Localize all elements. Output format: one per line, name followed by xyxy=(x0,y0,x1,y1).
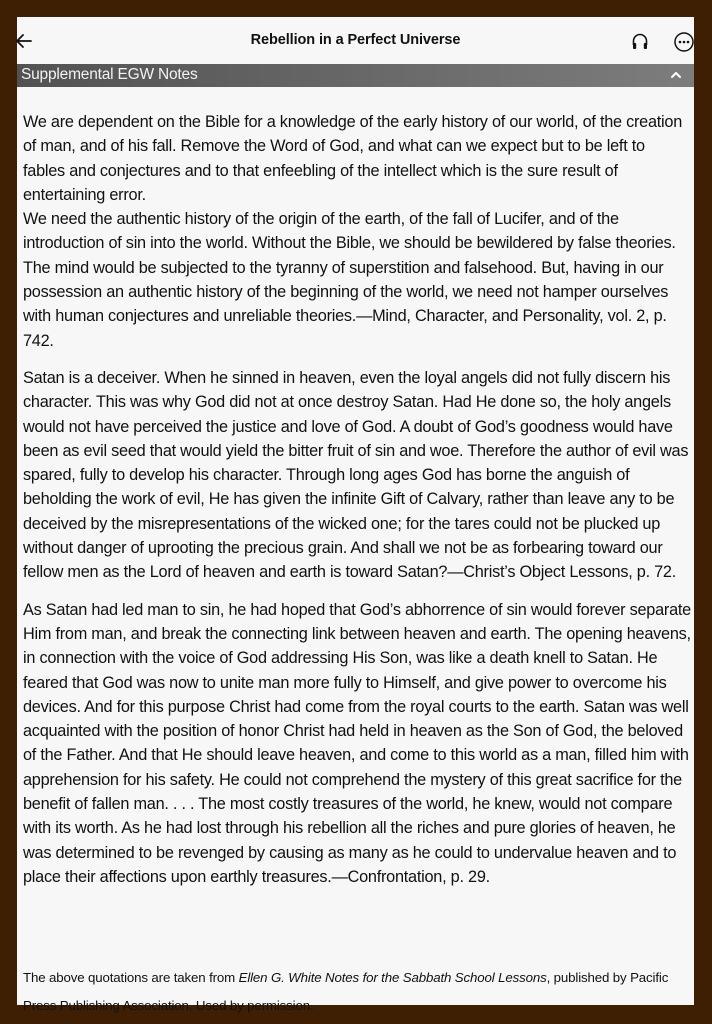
footer-book-title: Ellen G. White Notes for the Sabbath School Lessons xyxy=(238,970,547,985)
paragraph: We are dependent on the Bible for a knowledge of the early history of our world, of the creation of man, and of his fall. Remove the Word of God, and what can we expect but to be left to fables and conjectures and to that enfeebling of the intellect which is the sure result of entertaining error. xyxy=(23,113,683,204)
paragraph: As Satan had led man to sin, he had hoped that God’s abhorrence of sin would forever separate Him from man, and break the connecting link between heaven and earth. The opening heavens, in connection with the voice of God addressing His Son, was like a death knell to Satan. He feared that God was now to unite man more fully to Himself, and give power to overcome his devices. And for this purpose Christ had come from the royal courts to the earth. Satan was well acquainted with the position of honor Christ had held in heaven as the Son of God, the beloved of the Father. And that He should leave heaven, and come to this world as a man, filled him with apprehension for his safety. He could not comprehend the mystery of this great sacrifice for the benefit of fallen man. . . . The most costly treasures of the world, he knew, would not compare with its worth. As he had lost through his rebellion all the riches and pure glories of heaven, he was determined to be revenged by causing as many as he could to undervalue heaven and to place their affections upon earthly treasures.—Confrontation, p. 29. xyxy=(23,600,691,886)
section-header-toggle[interactable] xyxy=(17,64,694,87)
notes-content xyxy=(23,110,691,889)
copyright-notice xyxy=(23,964,691,1020)
paragraph: We need the authentic history of the origin of the earth, of the fall of Lucifer, and of the introduction of sin into the world. Without the Bible, we should be bewildered by false theories. The mind would be subjected to the tyranny of superstition and falsehood. But, having in our possession an authentic history of the beginning of the world, we need not hamper ourselves with human conjectures and unreliable theories.—Mind, Character, and Personality, vol. 2, p. 742. xyxy=(23,210,676,350)
paragraph: Satan is a deceiver. When he sinned in heaven, even the loyal angels did not fully discern his character. This was why God did not at once destroy Satan. Had He done so, the holy angels would not have perceived the justice and love of God. A doubt of God’s goodness would have been as evil seed that would yield the bitter fruit of sin and woe. Therefore the author of evil was spared, fully to develop his character. Through long ages God has borne the anguish of beholding the work of evil, He has given the infinite Gift of Calvary, rather than leave any to be deceived by the misrepresentations of the wicked one; for the tares could not be plucked up without danger of uprooting the precious grain. And shall we not be as forbearing toward our fellow men as the Lord of heaven and earth is toward Satan?—Christ’s Object Lessons, p. 72. xyxy=(23,368,689,582)
page-title: Rebellion in a Perfect Universe xyxy=(250,32,461,48)
section-title: Supplemental EGW Notes xyxy=(21,66,198,83)
headphones-icon xyxy=(630,31,650,51)
chevron-up-icon xyxy=(669,69,683,81)
header-bar xyxy=(17,17,694,64)
app-window xyxy=(17,17,694,1013)
footer-prefix: The above quotations are taken from xyxy=(23,970,239,985)
more-horizontal-circle-icon xyxy=(673,31,695,53)
footer-suffix: , published by Pacific Press Publishing Association. Used by permission. xyxy=(23,970,669,1013)
audio-button[interactable] xyxy=(630,31,650,51)
more-options-button[interactable] xyxy=(673,31,695,53)
